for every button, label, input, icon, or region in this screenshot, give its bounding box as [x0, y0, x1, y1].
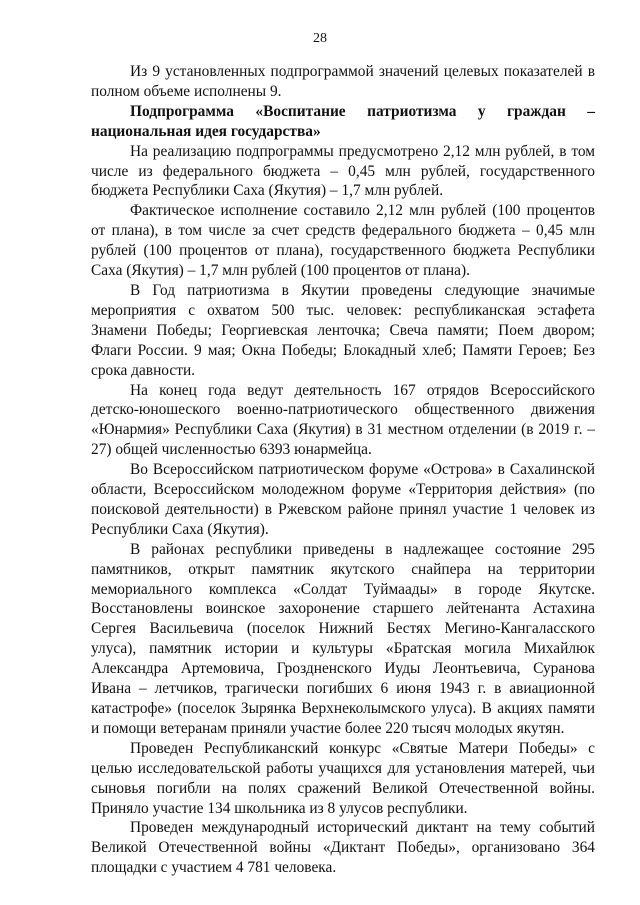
- paragraph-monuments: В районах республики приведены в надлежащее состояние 295 памятников, открыт памятник якутского снайпера на территории мемориального комплекса «Солдат Туймаады» в городе Якутске. Восстановлены воинское захоронение старшего лейтенанта Астахина Сергея Васильевича (поселок Нижний Бестях Мегино-Кангаласского улуса), памятник истории и культуры «Братская могила Михайлюк Александра Артемовича, Гроздненского Иуды Леонтьевича, Суранова Ивана – летчиков, трагически погибших 6 июня 1943 г. в авиационной катастрофе» (поселок Зырянка Верхнеколымского улуса). В акциях памяти и помощи ветеранам приняли участие более 220 тысяч молодых якутян.: [91, 540, 595, 737]
- paragraph-mothers-contest: Проведен Республиканский конкурс «Святые Матери Победы» с целью исследовательской работы учащихся для установления матерей, чьи сыновья погибли на полях сражений Великой Отечественной войны. Приняло участие 134 школьника из 8 улусов республики.: [91, 739, 595, 817]
- paragraph-yunarmiya: На конец года ведут деятельность 167 отрядов Всероссийского детско-юношеского военно-патриотического общественного движения «Юнармия» Республики Саха (Якутия) в 31 местном отделении (в 2019 г. – 27) общей численностью 6393 юнармейца.: [91, 381, 595, 459]
- paragraph-victory-dictation: Проведен международный исторический диктант на тему событий Великой Отечественной войны «Диктант Победы», организовано 364 площадки с участием 4 781 человека.: [91, 819, 595, 877]
- paragraph-year-of-patriotism-events: В Год патриотизма в Якутии проведены следующие значимые мероприятия с охватом 500 тыс. человек: республиканская эстафета Знамени Победы; Георгиевская ленточка; Свеча памяти; Поем двором; Флаги России. 9 мая; Окна Победы; Блокадный хлеб; Памяти Героев; Без срока давности.: [91, 281, 595, 379]
- paragraph-funding-actual: Фактическое исполнение составило 2,12 млн рублей (100 процентов от плана), в том числе за счет средств федерального бюджета – 0,45 млн рублей (100 процентов от плана), государственного бюджета Республики Саха (Якутия) – 1,7 млн рублей (100 процентов от плана).: [91, 202, 595, 280]
- page-number: 28: [313, 31, 327, 46]
- subprogram-heading: Подпрограмма «Воспитание патриотизма у граждан – национальная идея государства»: [91, 102, 595, 140]
- paragraph-indicators-summary: Из 9 установленных подпрограммой значений целевых показателей в полном объеме исполнены 9.: [91, 63, 595, 100]
- paragraph-funding-planned: На реализацию подпрограммы предусмотрено 2,12 млн рублей, в том числе из федерального бюджета – 0,45 млн рублей, государственного бюджета Республики Саха (Якутия) – 1,7 млн рублей.: [91, 142, 595, 200]
- paragraph-forums: Во Всероссийском патриотическом форуме «Острова» в Сахалинской области, Всероссийском молодежном форуме «Территория действия» (по поисковой деятельности) в Ржевском районе принял участие 1 человек из Республики Саха (Якутия).: [91, 461, 595, 538]
- document-body: [91, 62, 595, 878]
